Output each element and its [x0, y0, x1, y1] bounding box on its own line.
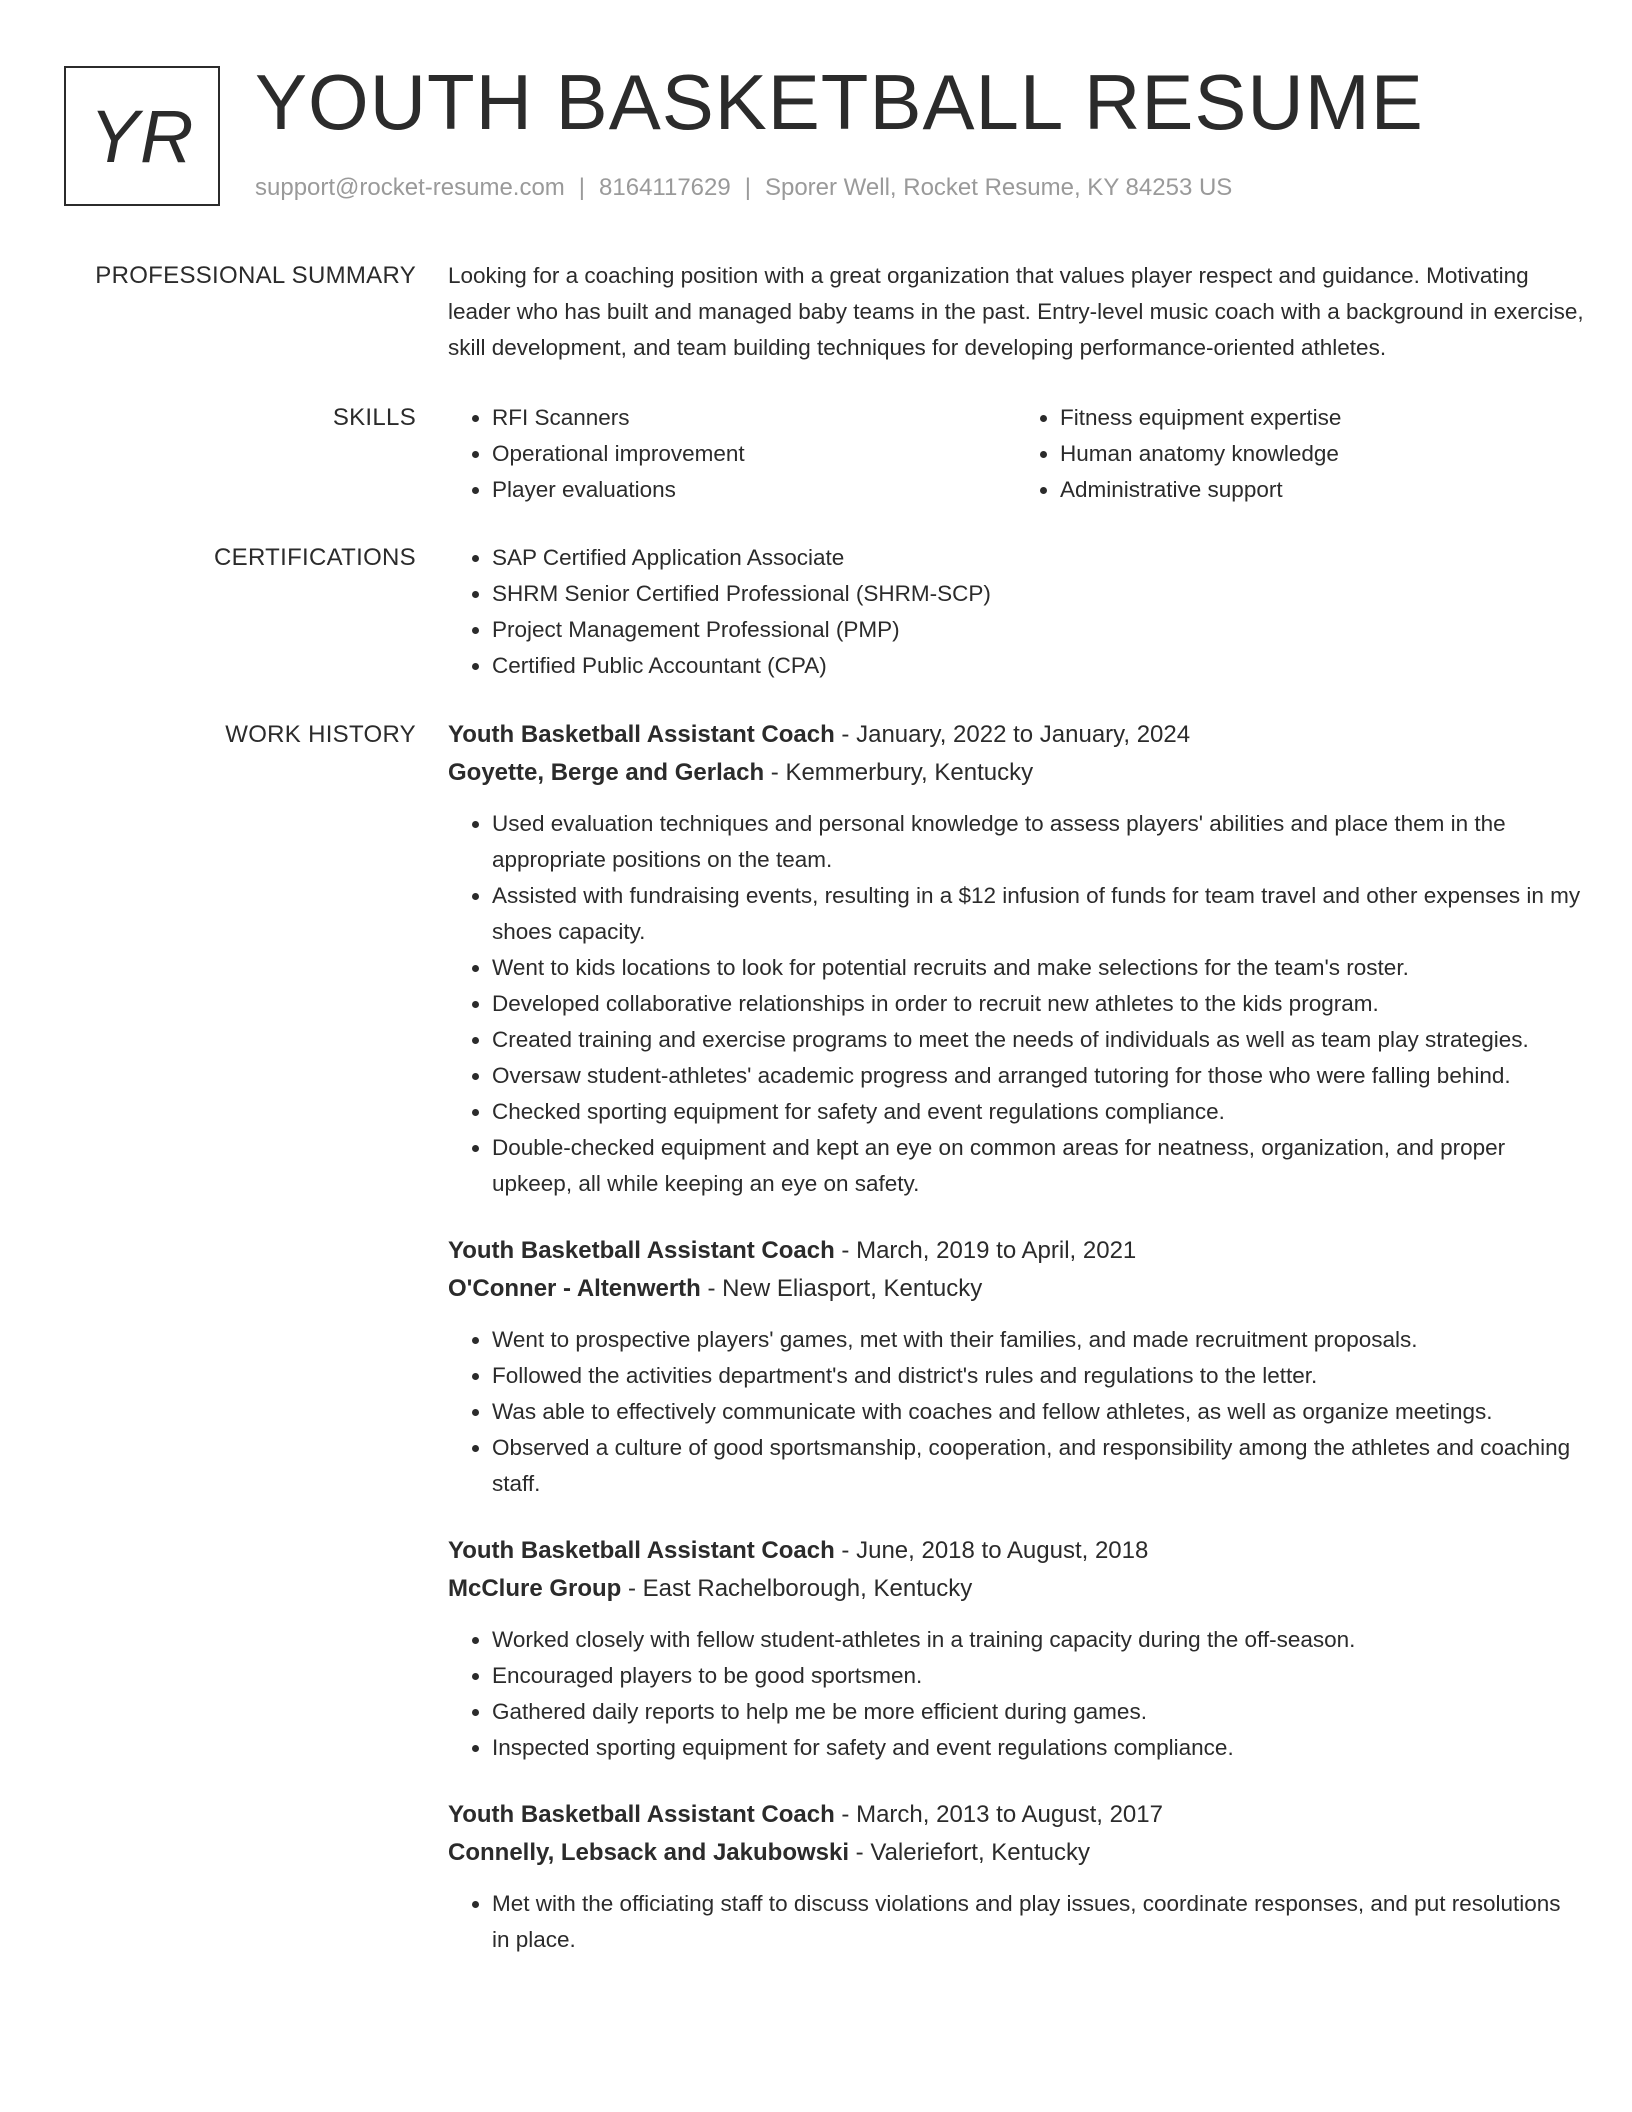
job-dates: - March, 2019 to April, 2021: [834, 1237, 1137, 1264]
job-bullets: [448, 1886, 1584, 1958]
job-bullet: • Met with the officiating staff to discuss violations and play issues, coordinate responses, and put resolutions in place.: [492, 1886, 1584, 1958]
section-title: PROFESSIONAL SUMMARY: [95, 262, 416, 289]
skill-item: • Fitness equipment expertise: [1060, 400, 1584, 436]
job-title-line: [448, 1232, 1584, 1270]
job-company: O'Conner - Altenwerth: [448, 1275, 701, 1302]
job-entry: [448, 1232, 1584, 1502]
section-certifications: [0, 540, 1632, 684]
job-location: - Kemmerbury, Kentucky: [764, 759, 1034, 786]
job-bullet: • Double-checked equipment and kept an eye on common areas for neatness, organization, and proper upkeep, all while keeping an eye on safety.: [492, 1130, 1584, 1202]
certification-item: • Certified Public Accountant (CPA): [492, 648, 1584, 684]
job-role: Youth Basketball Assistant Coach: [448, 721, 835, 748]
resume-content: [0, 258, 1632, 1958]
section-title: SKILLS: [332, 404, 416, 431]
section-body: [448, 258, 1584, 366]
certifications-list: [448, 540, 1584, 684]
skill-item: • RFI Scanners: [492, 400, 1016, 436]
job-bullets: [448, 1322, 1584, 1502]
skill-item: • Administrative support: [1060, 472, 1584, 508]
monogram-logo: YR: [64, 66, 220, 206]
certification-item: • SHRM Senior Certified Professional (SHRM-SCP): [492, 576, 1584, 612]
job-bullet: • Used evaluation techniques and personal knowledge to assess players' abilities and place them in the appropriate positions on the team.: [492, 806, 1584, 878]
job-dates: - January, 2022 to January, 2024: [834, 721, 1191, 748]
job-company-line: [448, 1270, 1584, 1308]
job-bullet: • Checked sporting equipment for safety and event regulations compliance.: [492, 1094, 1584, 1130]
job-role: Youth Basketball Assistant Coach: [448, 1801, 835, 1828]
job-bullet: • Inspected sporting equipment for safety and event regulations compliance.: [492, 1730, 1584, 1766]
job-role: Youth Basketball Assistant Coach: [448, 1237, 835, 1264]
job-entry: [448, 716, 1584, 1202]
job-role: Youth Basketball Assistant Coach: [448, 1537, 835, 1564]
job-dates: - June, 2018 to August, 2018: [834, 1537, 1149, 1564]
contact-address: Sporer Well, Rocket Resume, KY 84253 US: [764, 174, 1233, 201]
contact-separator: |: [744, 174, 751, 201]
contact-phone: 8164117629: [599, 174, 731, 201]
job-bullet: • Developed collaborative relationships in order to recruit new athletes to the kids program.: [492, 986, 1584, 1022]
section-work-history: [0, 716, 1632, 1958]
skill-item: • Player evaluations: [492, 472, 1016, 508]
job-bullet: • Went to prospective players' games, met with their families, and made recruitment proposals.: [492, 1322, 1584, 1358]
skills-grid: [448, 400, 1584, 508]
job-bullet: • Gathered daily reports to help me be more efficient during games.: [492, 1694, 1584, 1730]
job-location: - Valeriefort, Kentucky: [849, 1839, 1090, 1866]
job-entry: [448, 1532, 1584, 1766]
summary-text: Looking for a coaching position with a great organization that values player respect and guidance. Motivating leader who has built and managed baby teams in the past. Entry-level music coach with a background in exercise, skill development, and team building techniques for developing performance-oriented athletes.: [448, 263, 1584, 360]
job-bullet: • Assisted with fundraising events, resulting in a $12 infusion of funds for team travel and other expenses in my shoes capacity.: [492, 878, 1584, 950]
job-bullet: • Created training and exercise programs to meet the needs of individuals as well as team play strategies.: [492, 1022, 1584, 1058]
job-company: Connelly, Lebsack and Jakubowski: [448, 1839, 850, 1866]
contact-email: support@rocket-resume.com: [255, 174, 565, 201]
section-professional-summary: [0, 258, 1632, 366]
job-company: Goyette, Berge and Gerlach: [448, 759, 765, 786]
skill-item: • Human anatomy knowledge: [1060, 436, 1584, 472]
job-bullets: [448, 1622, 1584, 1766]
job-bullet: • Observed a culture of good sportsmanship, cooperation, and responsibility among the athletes and coaching staff.: [492, 1430, 1584, 1502]
section-skills: [0, 400, 1632, 508]
job-company-line: [448, 1570, 1584, 1608]
certification-item: • Project Management Professional (PMP): [492, 612, 1584, 648]
job-bullet: • Was able to effectively communicate with coaches and fellow athletes, as well as organize meetings.: [492, 1394, 1584, 1430]
contact-line: [255, 174, 1232, 202]
skills-column-2: [1016, 400, 1584, 508]
job-company-line: [448, 754, 1584, 792]
section-title: WORK HISTORY: [225, 721, 416, 748]
job-bullet: • Worked closely with fellow student-athletes in a training capacity during the off-season.: [492, 1622, 1584, 1658]
section-body: [448, 540, 1584, 684]
contact-separator: |: [578, 174, 586, 201]
section-title: CERTIFICATIONS: [214, 544, 416, 571]
job-company-line: [448, 1834, 1584, 1872]
section-body: [448, 716, 1584, 1958]
certification-item: • SAP Certified Application Associate: [492, 540, 1584, 576]
job-bullet: • Went to kids locations to look for potential recruits and make selections for the team's roster.: [492, 950, 1584, 986]
job-title-line: [448, 1796, 1584, 1834]
job-bullets: [448, 806, 1584, 1202]
skills-column-1: [448, 400, 1016, 508]
job-location: - East Rachelborough, Kentucky: [621, 1575, 973, 1602]
job-dates: - March, 2013 to August, 2017: [834, 1801, 1163, 1828]
job-entry: [448, 1796, 1584, 1958]
job-title-line: [448, 1532, 1584, 1570]
job-bullet: • Encouraged players to be good sportsmen.: [492, 1658, 1584, 1694]
resume-title: YOUTH BASKETBALL RESUME: [255, 58, 1424, 146]
job-location: - New Eliasport, Kentucky: [700, 1275, 983, 1302]
job-bullet: • Oversaw student-athletes' academic progress and arranged tutoring for those who were falling behind.: [492, 1058, 1584, 1094]
job-bullet: • Followed the activities department's and district's rules and regulations to the letter.: [492, 1358, 1584, 1394]
skill-item: • Operational improvement: [492, 436, 1016, 472]
job-title-line: [448, 716, 1584, 754]
job-company: McClure Group: [448, 1575, 622, 1602]
